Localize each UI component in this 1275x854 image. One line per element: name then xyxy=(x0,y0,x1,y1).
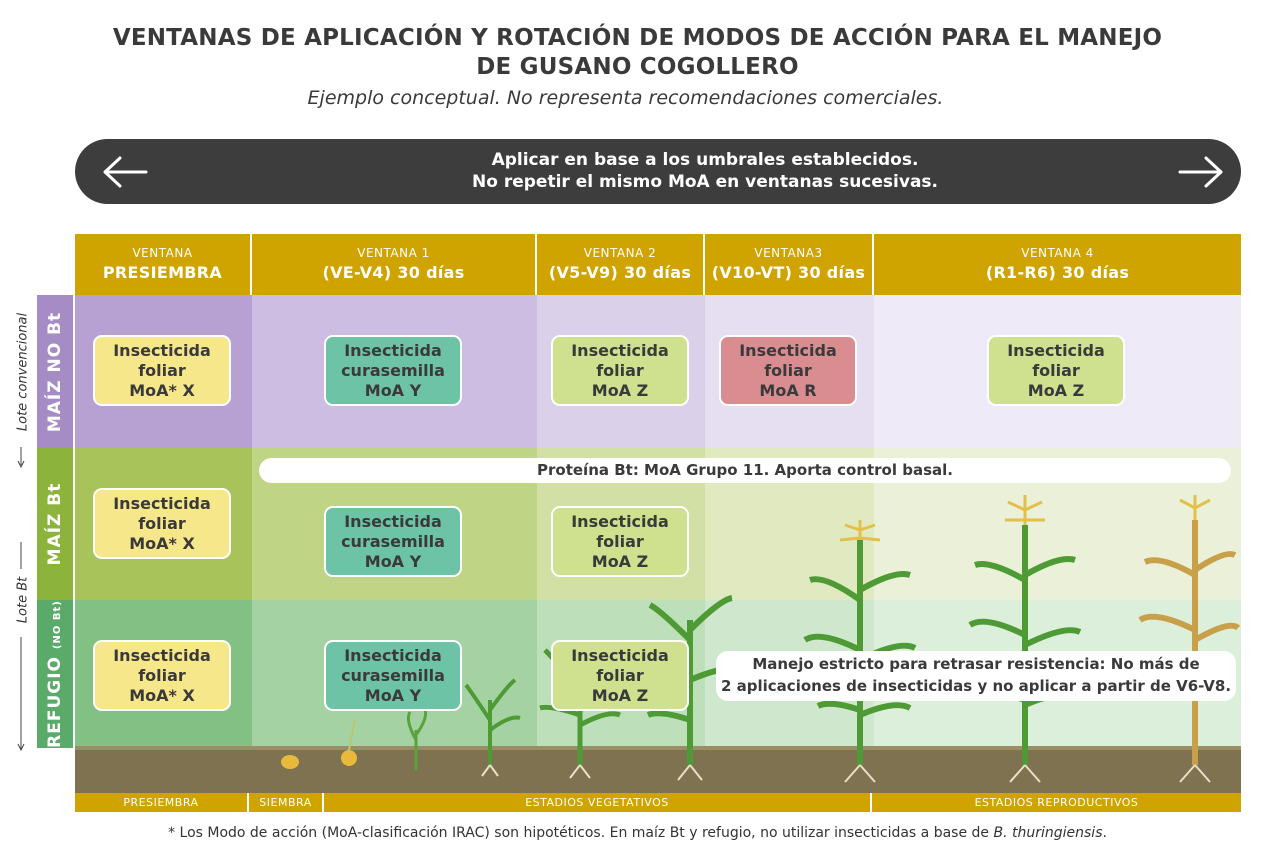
window-header-small: VENTANA xyxy=(132,246,193,260)
window-header-big: (R1-R6) 30 días xyxy=(985,263,1130,282)
window-header-big: PRESIEMBRA xyxy=(102,263,223,282)
row-label-small: (NO Bt) xyxy=(52,600,63,650)
row-label-text: REFUGIO xyxy=(45,655,65,748)
refuge-note-line-1: Manejo estricto para retrasar resistencia: No más de xyxy=(752,655,1200,673)
box-line: MoA* X xyxy=(129,533,195,553)
box-line: MoA Z xyxy=(591,380,649,400)
side-label-bt-text: Lote Bt xyxy=(15,576,31,624)
footnote xyxy=(0,825,1275,841)
box-line: foliar xyxy=(138,360,186,380)
banner-line-2: No repetir el mismo MoA en ventanas sucesivas. xyxy=(472,172,938,192)
footnote-end: . xyxy=(1102,825,1107,841)
box-line: Insecticida xyxy=(1007,340,1105,360)
window-header-big: (VE-V4) 30 días xyxy=(322,263,465,282)
side-label-conventional-text: Lote convencional xyxy=(15,312,31,432)
box-nobt-v2 xyxy=(551,335,689,406)
box-bt-presiembra xyxy=(93,488,231,559)
box-nobt-v4 xyxy=(987,335,1125,406)
row-label-text: MAÍZ Bt xyxy=(45,482,65,566)
side-bt-wrap xyxy=(12,565,34,635)
box-line: MoA Y xyxy=(364,551,422,571)
stage-vegetativos: ESTADIOS VEGETATIVOS xyxy=(324,793,870,812)
box-line: Insecticida xyxy=(344,340,442,360)
box-line: Insecticida xyxy=(113,493,211,513)
box-nobt-v1 xyxy=(324,335,462,406)
box-line: MoA* X xyxy=(129,685,195,705)
box-line: Insecticida xyxy=(113,645,211,665)
row-label-text: MAÍZ NO Bt xyxy=(45,311,65,432)
box-line: foliar xyxy=(138,665,186,685)
box-line: Insecticida xyxy=(571,645,669,665)
footnote-italic: B. thuringiensis xyxy=(993,825,1103,841)
box-line: MoA Y xyxy=(364,685,422,705)
row-label-no-bt xyxy=(37,295,73,448)
box-line: foliar xyxy=(1032,360,1080,380)
box-line: Insecticida xyxy=(113,340,211,360)
page-title xyxy=(0,24,1275,82)
stage-presiembra: PRESIEMBRA xyxy=(75,793,247,812)
box-line: MoA R xyxy=(759,380,817,400)
box-line: foliar xyxy=(596,360,644,380)
box-line: curasemilla xyxy=(341,360,445,380)
box-line: Insecticida xyxy=(344,645,442,665)
window-header-2 xyxy=(537,234,703,295)
page-subtitle: Ejemplo conceptual. No representa recomendaciones comerciales. xyxy=(307,87,944,109)
window-header-small: VENTANA3 xyxy=(754,246,823,260)
box-bt-v1 xyxy=(324,506,462,577)
window-header-presiembra xyxy=(75,234,250,295)
arrow-left-icon xyxy=(100,155,150,189)
stage-siembra: SIEMBRA xyxy=(249,793,322,812)
box-line: Insecticida xyxy=(571,340,669,360)
row-label-refugio-wrap xyxy=(45,600,65,748)
box-line: curasemilla xyxy=(341,665,445,685)
row-label-bt xyxy=(37,448,73,600)
title-line-1: VENTANAS DE APLICACIÓN Y ROTACIÓN DE MODOS DE ACCIÓN PARA EL MANEJO xyxy=(112,25,1163,51)
window-header-small: VENTANA 1 xyxy=(357,246,430,260)
box-line: curasemilla xyxy=(341,531,445,551)
box-line: foliar xyxy=(596,665,644,685)
box-line: MoA Z xyxy=(591,551,649,571)
arrow-right-icon xyxy=(1176,155,1226,189)
refuge-management-note xyxy=(716,651,1236,701)
bt-protein-note: Proteína Bt: MoA Grupo 11. Aporta control basal. xyxy=(259,458,1231,483)
window-header-small: VENTANA 2 xyxy=(583,246,657,260)
box-line: MoA Z xyxy=(591,685,649,705)
box-line: MoA* X xyxy=(129,380,195,400)
stage-reproductivos: ESTADIOS REPRODUCTIVOS xyxy=(872,793,1241,812)
row-label-refugio xyxy=(37,600,73,748)
refuge-note-line-2: 2 aplicaciones de insecticidas y no aplicar a partir de V6-V8. xyxy=(720,677,1232,695)
window-header-big: (V5-V9) 30 días xyxy=(548,263,692,282)
window-header-big: (V10-VT) 30 días xyxy=(711,263,866,282)
window-header-small: VENTANA 4 xyxy=(1021,246,1094,260)
window-header-3 xyxy=(705,234,872,295)
box-line: foliar xyxy=(764,360,812,380)
box-line: foliar xyxy=(596,531,644,551)
box-ref-presiembra xyxy=(93,640,231,711)
box-line: MoA Y xyxy=(364,380,422,400)
box-line: foliar xyxy=(138,513,186,533)
box-line: Insecticida xyxy=(571,511,669,531)
window-header-4 xyxy=(874,234,1241,295)
banner-text xyxy=(250,149,1160,193)
box-line: MoA Z xyxy=(1027,380,1085,400)
box-nobt-v3 xyxy=(719,335,857,406)
box-bt-v2 xyxy=(551,506,689,577)
box-nobt-presiembra xyxy=(93,335,231,406)
banner-line-1: Aplicar en base a los umbrales establecidos. xyxy=(491,150,919,170)
window-header-1 xyxy=(252,234,535,295)
box-line: Insecticida xyxy=(344,511,442,531)
box-line: Insecticida xyxy=(739,340,837,360)
title-line-2: DE GUSANO COGOLLERO xyxy=(476,54,799,80)
side-conventional-wrap xyxy=(12,297,34,447)
box-ref-v1 xyxy=(324,640,462,711)
box-ref-v2 xyxy=(551,640,689,711)
footnote-text: * Los Modo de acción (MoA-clasificación IRAC) son hipotéticos. En maíz Bt y refugio, no utilizar insecticidas a base de xyxy=(168,825,994,841)
